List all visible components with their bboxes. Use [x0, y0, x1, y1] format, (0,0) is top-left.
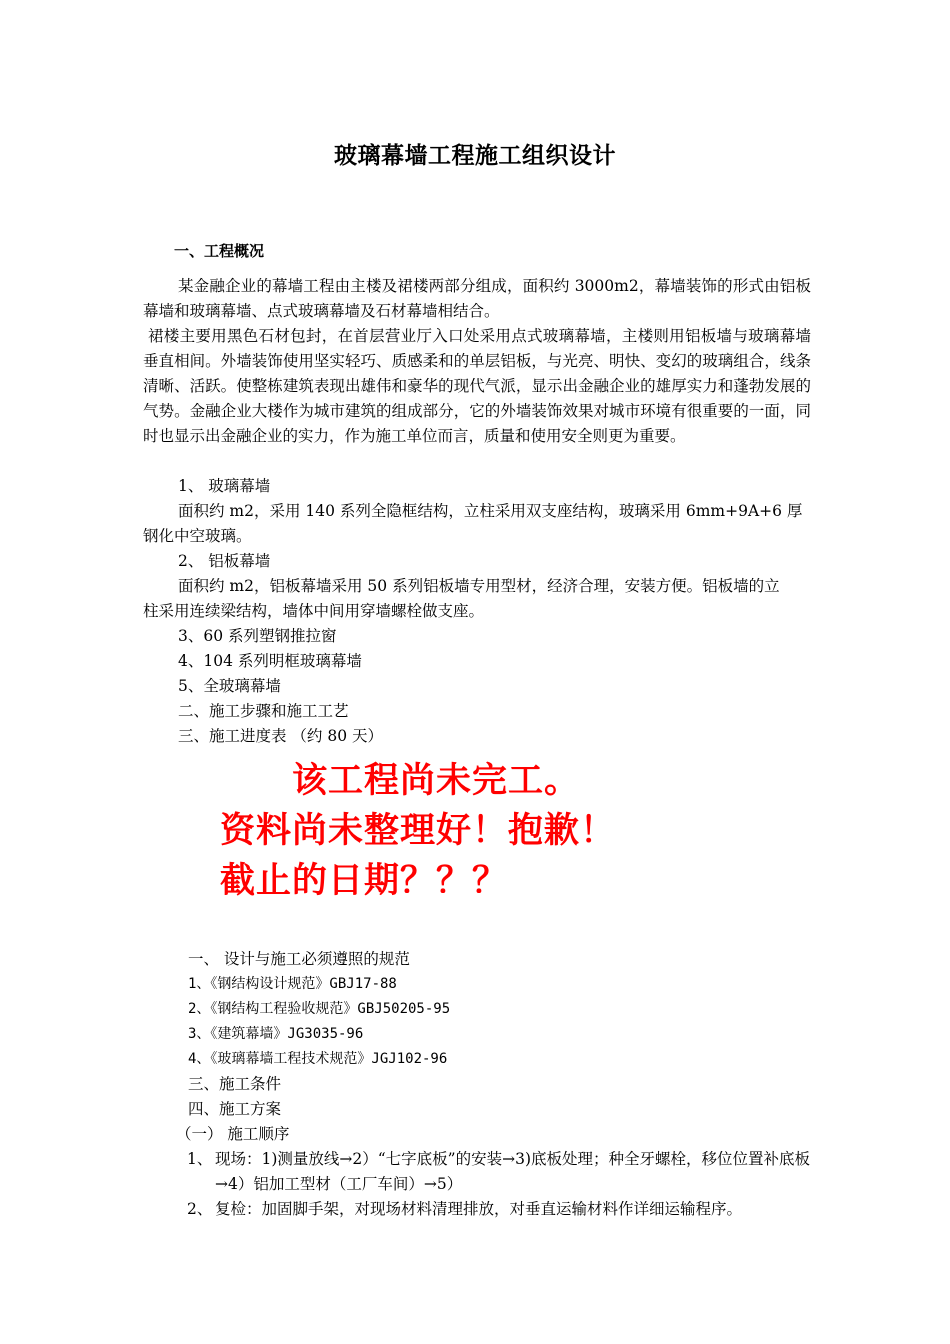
item-aluminum-curtain-heading: 2、 铝板幕墙: [178, 552, 271, 570]
item-glass-curtain-text: 面积约 m2，采用 140 系列全隐框结构，立柱采用双支座结构，玻璃采用 6mm+9A+6 厚: [178, 502, 803, 520]
item-aluminum-curtain-text: 面积约 m2，铝板幕墙采用 50 系列铝板墙专用型材，经济合理，安装方便。铝板墙的立: [178, 577, 780, 595]
spec-heading: 一、 设计与施工必须遵照的规范: [188, 950, 410, 968]
item-plastic-steel-window: 3、60 系列塑钢推拉窗: [178, 627, 337, 645]
step-1-text: 现场：1)测量放线→2）“七字底板”的安装→3)底板处理；种全牙螺栓，移位位置补底板→4）铝加工型材（工厂车间）→5）: [215, 1150, 811, 1193]
item-framed-glass-curtain: 4、104 系列明框玻璃幕墙: [178, 652, 362, 670]
section-construction-plan: 四、施工方案: [188, 1100, 282, 1118]
step-1-number: 1、: [187, 1150, 213, 1168]
paragraph-description: 裙楼主要用黑色石材包封，在首层营业厅入口处采用点式玻璃幕墙，主楼则用铝板墙与玻璃幕墙垂直相间。外墙装饰使用坚实轻巧、质感柔和的单层铝板，与光亮、明快、变幻的玻璃组合，线条清晰、活跃。使整栋建筑表现出雄伟和豪华的现代气派，显示出金融企业的雄厚实力和蓬勃发展的气势。金融企业大楼作为城市建筑的组成部分，它的外墙装饰效果对城市环境有很重要的一面，同时也显示出金融企业的实力，作为施工单位而言，质量和使用安全则更为重要。: [143, 327, 811, 445]
paragraph-intro: 某金融企业的幕墙工程由主楼及裙楼两部分组成，面积约 3000m2，幕墙装饰的形式由铝板幕墙和玻璃幕墙、点式玻璃幕墙及石材幕墙相结合。: [143, 277, 811, 320]
step-2-text: 复检：加固脚手架，对现场材料清理排放，对垂直运输材料作详细运输程序。: [215, 1200, 743, 1218]
section-schedule: 三、施工进度表 （约 80 天）: [178, 727, 384, 745]
section-construction-conditions: 三、施工条件: [188, 1075, 282, 1093]
item-glass-curtain-text-cont: 钢化中空玻璃。: [143, 527, 252, 545]
notice-deadline: 截止的日期？？？: [220, 860, 509, 901]
item-glass-curtain-heading: 1、 玻璃幕墙: [178, 477, 271, 495]
item-full-glass-curtain: 5、全玻璃幕墙: [178, 677, 281, 695]
spec-item-2: 2、《钢结构工程验收规范》GBJ50205-95: [188, 1001, 451, 1017]
spec-item-3: 3、《建筑幕墙》JG3035-96: [188, 1026, 364, 1042]
item-aluminum-curtain-text-cont: 柱采用连续梁结构，墙体中间用穿墙螺栓做支座。: [143, 602, 485, 620]
notice-apology: 资料尚未整理好！抱歉！: [220, 810, 617, 851]
section-construction-steps: 二、施工步骤和施工工艺: [178, 702, 349, 720]
subsection-construction-order: （一） 施工顺序: [176, 1125, 290, 1143]
section-heading-overview: 一、工程概况: [174, 242, 265, 260]
step-2-number: 2、: [187, 1200, 213, 1218]
document-title: 玻璃幕墙工程施工组织设计: [334, 142, 616, 169]
spec-item-4: 4、《玻璃幕墙工程技术规范》JGJ102-96: [188, 1051, 448, 1067]
spec-item-1: 1、《钢结构设计规范》GBJ17-88: [188, 976, 397, 992]
notice-unfinished: 该工程尚未完工。: [292, 760, 581, 801]
